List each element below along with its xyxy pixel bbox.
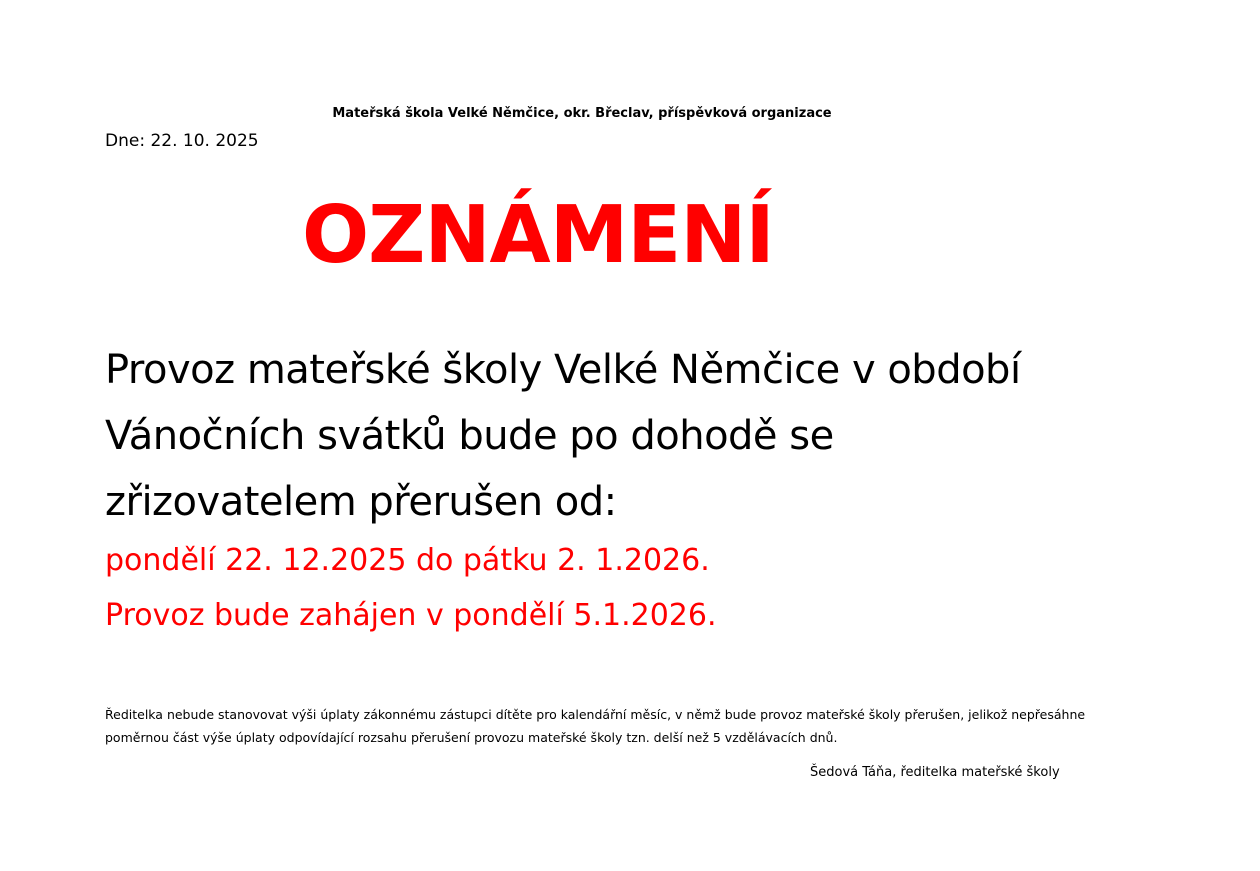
fee-note [105,703,1185,749]
main-announcement-text [105,337,1165,535]
closure-period: pondělí 22. 12.2025 do pátku 2. 1.2026. [105,543,710,578]
announcement-title: OZNÁMENÍ [302,189,774,281]
fee-note-line: poměrnou část výše úplaty odpovídající rozsahu přerušení provozu mateřské školy tzn. delší než 5 vzdělávacích dnů. [105,730,838,745]
date-line: Dne: 22. 10. 2025 [105,131,259,151]
organization-header: Mateřská škola Velké Němčice, okr. Břeclav, příspěvková organizace [332,106,832,121]
main-text-line: Provoz mateřské školy Velké Němčice v období [105,347,1021,393]
resume-notice: Provoz bude zahájen v pondělí 5.1.2026. [105,598,717,633]
main-text-line: Vánočních svátků bude po dohodě se [105,413,834,459]
signature: Šedová Táňa, ředitelka mateřské školy [810,765,1060,780]
fee-note-line: Ředitelka nebude stanovovat výši úplaty zákonnému zástupci dítěte pro kalendářní měsíc, v němž bude provoz mateřské školy přerušen, jelikož nepřesáhne [105,707,1086,722]
main-text-line: zřizovatelem přerušen od: [105,479,617,525]
